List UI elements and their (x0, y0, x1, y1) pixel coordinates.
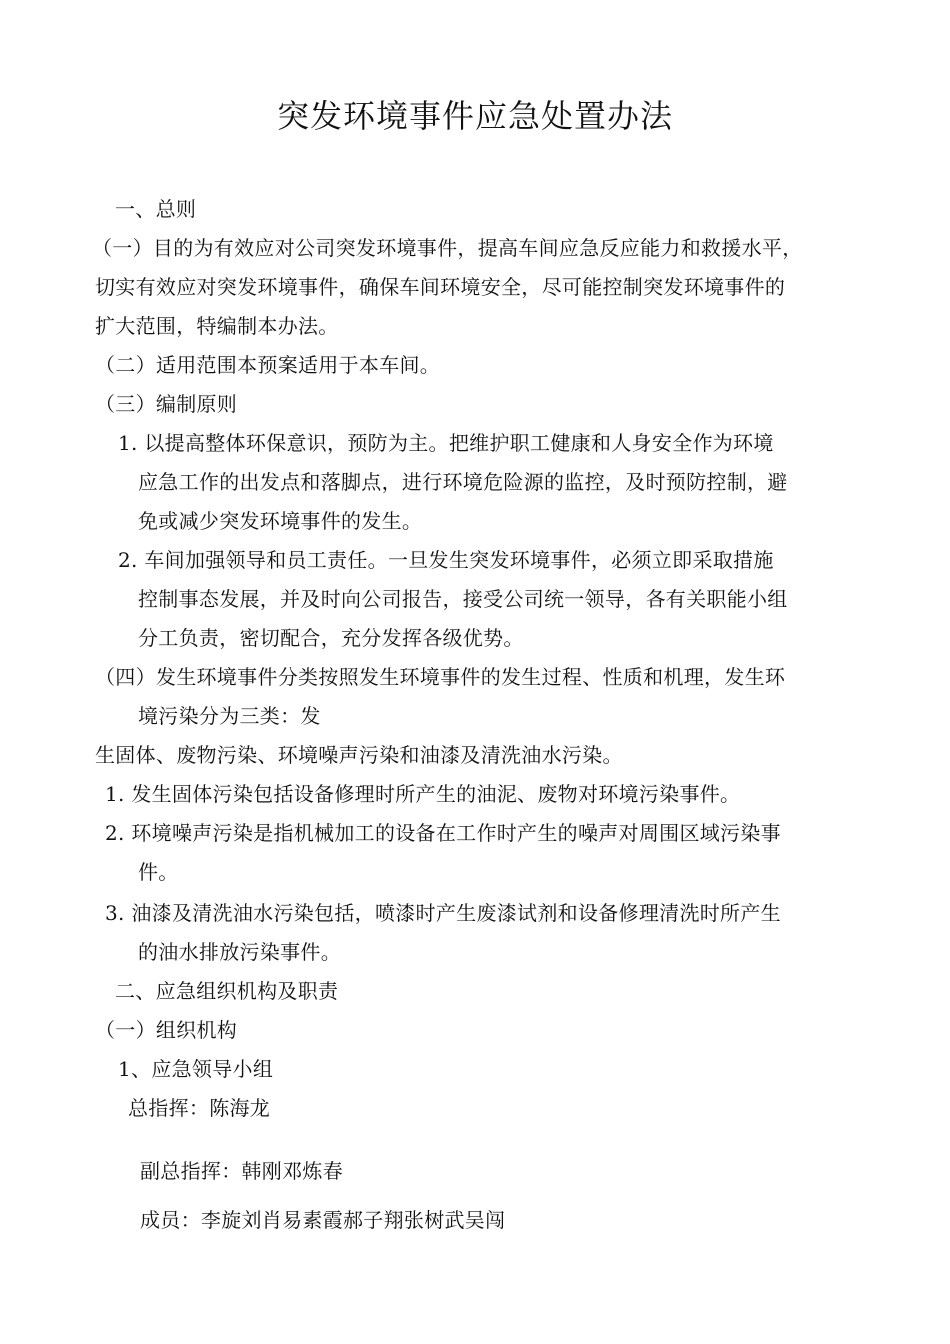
member-line: 副总指挥：韩刚邓炼春 (140, 1159, 343, 1183)
paragraph-line: 境污染分为三类：发 (138, 704, 321, 728)
subsection-heading: （一）组织机构 (95, 1018, 238, 1042)
section-heading: 二、应急组织机构及职责 (115, 979, 339, 1003)
member-line: 成员：李旋刘肖易素霞郝子翔张树武吴闯 (140, 1208, 506, 1232)
list-item-line: 免或减少突发环境事件的发生。 (138, 509, 423, 533)
member-line: 总指挥：陈海龙 (128, 1096, 271, 1120)
paragraph-line: 扩大范围，特编制本办法。 (95, 314, 339, 338)
list-item-line: 1. 以提高整体环保意识，预防为主。把维护职工健康和人身安全作为环境 (118, 431, 774, 455)
paragraph-line: （一）目的为有效应对公司突发环境事件，提高车间应急反应能力和救援水平， (92, 236, 803, 260)
list-item-line: 3. 油漆及清洗油水污染包括，喷漆时产生废漆试剂和设备修理清洗时所产生 (105, 901, 781, 925)
list-item-line: 2. 环境噪声污染是指机械加工的设备在工作时产生的噪声对周围区域污染事 (105, 821, 781, 845)
document-title: 突发环境事件应急处置办法 (276, 97, 673, 135)
list-item-line: 件。 (138, 860, 179, 884)
subsection-heading: （三）编制原则 (95, 392, 238, 416)
list-item-line: 分工负责，密切配合，充分发挥各级优势。 (138, 626, 524, 650)
paragraph-line: （二）适用范围本预案适用于本车间。 (95, 353, 441, 377)
group-heading: 1、应急领导小组 (118, 1057, 274, 1081)
paragraph-line: 切实有效应对突发环境事件，确保车间环境安全，尽可能控制突发环境事件的 (95, 275, 786, 299)
paragraph-line: （四）发生环境事件分类按照发生环境事件的发生过程、性质和机理，发生环 (95, 665, 786, 689)
list-item-line: 1. 发生固体污染包括设备修理时所产生的油泥、废物对环境污染事件。 (105, 782, 741, 806)
list-item-line: 的油水排放污染事件。 (138, 940, 341, 964)
list-item-line: 2. 车间加强领导和员工责任。一旦发生突发环境事件，必须立即采取措施 (118, 548, 774, 572)
list-item-line: 控制事态发展，并及时向公司报告，接受公司统一领导，各有关职能小组 (138, 587, 788, 611)
paragraph-line: 生固体、废物污染、环境噪声污染和油漆及清洗油水污染。 (95, 743, 623, 767)
section-heading: 一、总则 (115, 197, 197, 221)
list-item-line: 应急工作的出发点和落脚点，进行环境危险源的监控，及时预防控制，避 (138, 470, 788, 494)
